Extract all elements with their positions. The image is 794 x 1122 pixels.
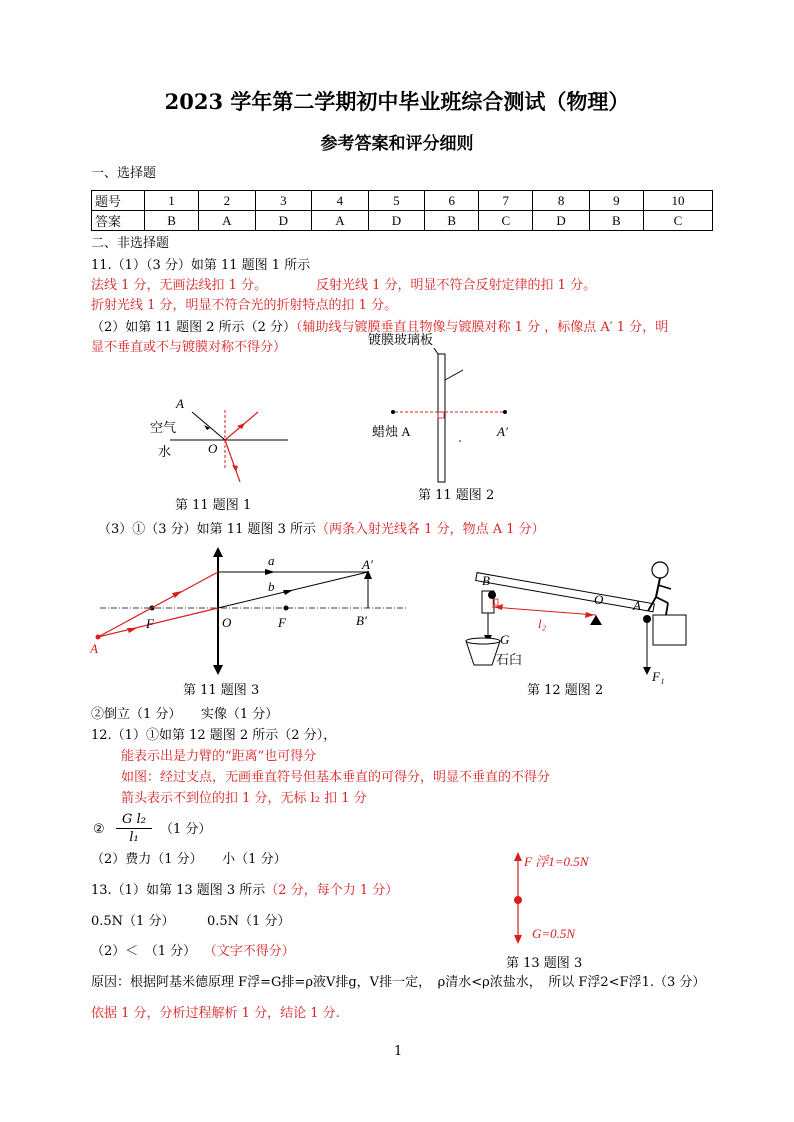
table-cell: 答案: [92, 211, 145, 231]
page-subtitle: 参考答案和评分细则: [320, 134, 474, 154]
table-cell: 10: [643, 191, 712, 211]
fig13-caption: 第 13 题图 3: [506, 956, 583, 971]
fig12-label-f1: F₁: [652, 669, 665, 684]
table-cell: 6: [425, 191, 479, 211]
q11-part4: ②倒立（1 分） 实像（1 分）: [91, 707, 279, 722]
q13-part1-text: 13.（1）如第 13 题图 3 所示: [91, 883, 266, 898]
q13-part2-text: （2）＜ （1 分）: [91, 944, 197, 959]
fig3-label-focus-right: F: [278, 615, 286, 630]
fig1-label-air: 空气: [150, 420, 177, 435]
table-cell: B: [145, 211, 199, 231]
fig2-label-image: A′: [497, 424, 508, 439]
fig1-label-a: A: [176, 396, 184, 411]
q13-part1: [91, 883, 398, 899]
fig13-label-buoyancy: F 浮1=0.5N: [524, 854, 589, 869]
fraction-numerator: G l₂: [116, 811, 152, 829]
figure-11-1: [140, 390, 300, 510]
q11-part2-rubric-cont: 显不垂直或不与镀膜对称不得分）: [91, 340, 287, 355]
fig12-label-l2: l₂: [538, 616, 547, 631]
fig3-label-image-top: A′: [362, 557, 373, 572]
table-cell: D: [368, 211, 425, 231]
fig3-label-optical-center: O: [222, 615, 232, 630]
q13-part2: [91, 944, 295, 960]
q13-reason: 原因：根据阿基米德原理 F浮=G排=ρ液V排g，V排一定， ρ清水<ρ浓盐水， 所以 F浮2<F浮1.（3 分）: [91, 975, 706, 990]
fig13-label-gravity: G=0.5N: [532, 926, 576, 941]
table-cell: D: [255, 211, 312, 231]
table-cell: 2: [199, 191, 256, 211]
table-cell: 题号: [92, 191, 145, 211]
section-heading-choice: 一、选择题: [91, 166, 157, 181]
fig3-label-focus-left: F: [146, 616, 154, 631]
page-title: 2023 学年第二学期初中毕业班综合测试（物理）: [164, 89, 630, 114]
q12-rubric-2: 如图：经过支点，无画垂直符号但基本垂直的可得分，明显不垂直的不得分: [121, 770, 551, 785]
q13-answers: 0.5N（1 分） 0.5N（1 分）: [91, 914, 291, 929]
figure-12-2: [460, 555, 700, 685]
table-row: [92, 191, 713, 211]
fig1-label-o: O: [208, 441, 218, 456]
fig12-label-a: A: [633, 598, 641, 613]
q11-part3-rubric: （两条入射光线各 1 分，物点 A 1 分）: [316, 522, 545, 537]
q11-part3: [98, 522, 545, 538]
q11-part2-rubric: （辅助线与镀膜垂直且物像与镀膜对称 1 分 ，标像点 A′ 1 分，明: [296, 320, 669, 335]
fig1-label-water: 水: [158, 444, 172, 459]
fig3-label-object: A: [90, 641, 98, 656]
figure-13-3: [495, 850, 625, 950]
q12-rubric-1: 能表示出是力臂的“距离”也可得分: [121, 749, 317, 764]
q11-part1: 11.（1）（3 分）如第 11 题图 1 所示: [91, 258, 311, 273]
fig12-label-mortar: 石臼: [496, 652, 523, 667]
q13-rubric: 依据 1 分，分析过程解析 1 分，结论 1 分.: [91, 1006, 340, 1021]
page-number: 1: [394, 1044, 403, 1059]
q13-part2-rubric: （文字不得分）: [210, 944, 295, 959]
q12-part1: 12.（1）①如第 12 题图 2 所示（2 分），: [91, 728, 337, 743]
fig12-caption: 第 12 题图 2: [527, 683, 604, 698]
table-cell: 4: [312, 191, 369, 211]
q13-part1-rubric: （2 分，每个力 1 分）: [265, 883, 399, 898]
fig1-caption: 第 11 题图 1: [175, 498, 252, 513]
table-cell: B: [589, 211, 643, 231]
table-cell: 5: [368, 191, 425, 211]
table-cell: 8: [533, 191, 590, 211]
q12-rubric-3: 箭头表示不到位的扣 1 分，无标 l₂ 扣 1 分: [121, 791, 367, 806]
fig2-caption: 第 11 题图 2: [418, 488, 495, 503]
q12-fraction: [116, 811, 152, 846]
fig3-label-image-bottom: B′: [356, 613, 367, 628]
fig2-label-candle: 蜡烛 A: [372, 424, 411, 439]
q11-rubric-reflection: 反射光线 1 分，明显不符合反射定律的扣 1 分。: [316, 278, 597, 293]
table-cell: C: [479, 211, 533, 231]
fig3-label-b-ray: b: [268, 579, 275, 594]
table-cell: B: [425, 211, 479, 231]
fig12-label-o: O: [594, 592, 604, 607]
fig2-label-plate: 镀膜玻璃板: [368, 332, 434, 347]
q12-part2-score: （1 分）: [160, 822, 212, 837]
section-heading-nonchoice: 二、非选择题: [91, 236, 170, 251]
table-cell: A: [312, 211, 369, 231]
q12-part2-label: ②: [93, 822, 105, 837]
fraction-denominator: l₁: [129, 830, 139, 845]
fig3-label-a-ray: a: [268, 553, 275, 568]
q11-part2-text: （2）如第 11 题图 2 所示（2 分）: [91, 320, 297, 335]
q11-rubric-refraction: 折射光线 1 分，明显不符合光的折射特点的扣 1 分。: [91, 298, 398, 313]
table-row: [92, 211, 713, 231]
figure-11-3: [90, 545, 420, 680]
q11-part3-text: （3）①（3 分）如第 11 题图 3 所示: [98, 522, 317, 537]
table-cell: 3: [255, 191, 312, 211]
fig12-label-g: G: [500, 632, 510, 647]
table-cell: C: [643, 211, 712, 231]
figure-11-2: [360, 330, 540, 490]
table-cell: 1: [145, 191, 199, 211]
fig12-label-b: B: [482, 573, 490, 588]
table-cell: 9: [589, 191, 643, 211]
table-cell: 7: [479, 191, 533, 211]
q11-rubric-normal: 法线 1 分，无画法线扣 1 分。: [91, 278, 268, 293]
q12-part3: （2）费力（1 分） 小（1 分）: [91, 852, 287, 867]
table-cell: A: [199, 211, 256, 231]
answer-table: [91, 190, 713, 231]
fig3-caption: 第 11 题图 3: [183, 683, 260, 698]
table-cell: D: [533, 211, 590, 231]
